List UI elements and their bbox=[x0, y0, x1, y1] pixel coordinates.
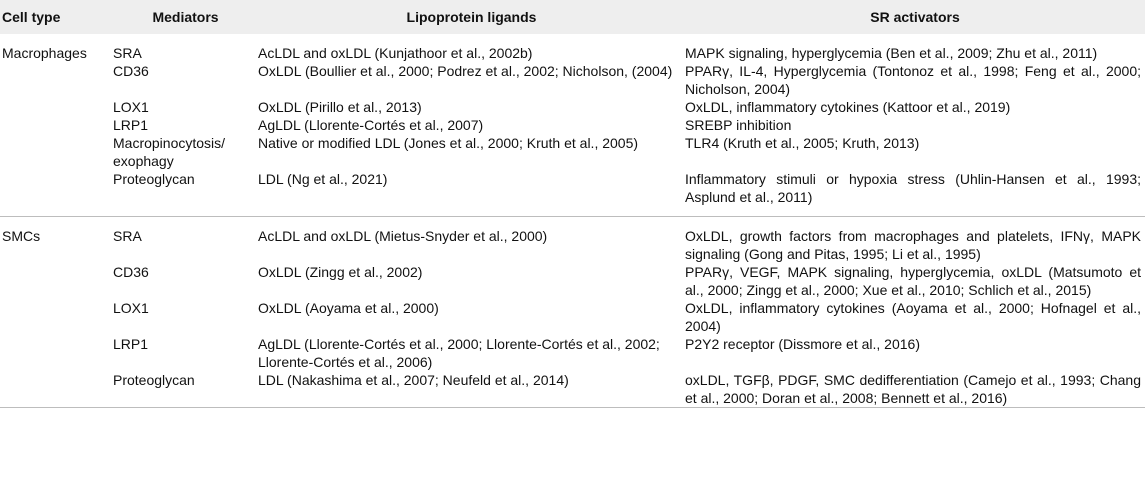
table-row bbox=[0, 299, 1145, 335]
table-row bbox=[0, 371, 1145, 408]
activators-cell: OxLDL, inflammatory cytokines (Kattoor et al., 2019) bbox=[685, 99, 1011, 115]
table-row bbox=[0, 263, 1145, 299]
table-row bbox=[0, 116, 1145, 134]
mediator-cell: Proteoglycan bbox=[113, 171, 195, 187]
activators-cell: SREBP inhibition bbox=[685, 117, 792, 133]
ligands-cell: OxLDL (Aoyama et al., 2000) bbox=[258, 300, 439, 316]
mediator-cell: CD36 bbox=[113, 264, 149, 280]
ligands-cell: OxLDL (Boullier et al., 2000; Podrez et al., 2002; Nicholson, (2004) bbox=[258, 63, 673, 79]
ligands-cell: Native or modified LDL (Jones et al., 2000; Kruth et al., 2005) bbox=[258, 135, 639, 151]
header-row bbox=[0, 0, 1145, 34]
ligands-cell: LDL (Ng et al., 2021) bbox=[258, 171, 388, 187]
mediator-cell: LRP1 bbox=[113, 336, 149, 352]
table-row bbox=[0, 217, 1145, 264]
cell-type-smcs: SMCs bbox=[0, 217, 113, 264]
activators-cell: P2Y2 receptor (Dissmore et al., 2016) bbox=[685, 336, 920, 352]
table-row bbox=[0, 34, 1145, 62]
table-row bbox=[0, 170, 1145, 217]
mediator-cell: LRP1 bbox=[113, 117, 149, 133]
activators-cell: PPARγ, VEGF, MAPK signaling, hyperglycemia, oxLDL (Matsumoto et al., 2000; Zingg et al., 2000; Xue et al., 2010; Schlich et al., 2015) bbox=[685, 264, 1141, 298]
header-lipoprotein-ligands: Lipoprotein ligands bbox=[258, 0, 685, 34]
mediator-cell: SRA bbox=[113, 45, 142, 61]
header-sr-activators: SR activators bbox=[685, 0, 1145, 34]
activators-cell: OxLDL, growth factors from macrophages and platelets, IFNγ, MAPK signaling (Gong and Pitas, 1995; Li et al., 1995) bbox=[685, 217, 1145, 264]
header-mediators: Mediators bbox=[113, 0, 258, 34]
activators-cell: oxLDL, TGFβ, PDGF, SMC dedifferentiation (Camejo et al., 1993; Chang et al., 2000; Doran et al., 2008; Bennett et al., 2016) bbox=[685, 371, 1145, 408]
activators-cell: MAPK signaling, hyperglycemia (Ben et al., 2009; Zhu et al., 2011) bbox=[685, 45, 1098, 61]
activators-cell: Inflammatory stimuli or hypoxia stress (Uhlin-Hansen et al., 1993; Asplund et al., 2011) bbox=[685, 171, 1141, 205]
mediator-cell: Proteoglycan bbox=[113, 371, 258, 408]
ligands-cell: LDL (Nakashima et al., 2007; Neufeld et al., 2014) bbox=[258, 371, 685, 408]
mediator-cell: Macropinocytosis/ exophagy bbox=[113, 135, 226, 169]
ligands-cell: AcLDL and oxLDL (Kunjathoor et al., 2002b) bbox=[258, 45, 533, 61]
ligands-cell: AgLDL (Llorente-Cortés et al., 2000; Llorente-Cortés et al., 2002; Llorente-Cortés et al., 2006) bbox=[258, 336, 660, 370]
table-row bbox=[0, 98, 1145, 116]
table-row bbox=[0, 62, 1145, 98]
ligands-cell: OxLDL (Pirillo et al., 2013) bbox=[258, 99, 422, 115]
table-row bbox=[0, 134, 1145, 170]
mediator-cell: CD36 bbox=[113, 63, 149, 79]
cell-type-macrophages: Macrophages bbox=[2, 45, 87, 61]
ligands-cell: AgLDL (Llorente-Cortés et al., 2007) bbox=[258, 117, 484, 133]
mediator-cell: SRA bbox=[113, 217, 258, 264]
ligands-cell: AcLDL and oxLDL (Mietus-Snyder et al., 2000) bbox=[258, 217, 685, 264]
mediator-cell: LOX1 bbox=[113, 99, 149, 115]
mediator-cell: LOX1 bbox=[113, 300, 149, 316]
activators-cell: OxLDL, inflammatory cytokines (Aoyama et al., 2000; Hofnagel et al., 2004) bbox=[685, 300, 1141, 334]
header-cell-type: Cell type bbox=[0, 0, 113, 34]
activators-cell: TLR4 (Kruth et al., 2005; Kruth, 2013) bbox=[685, 135, 920, 151]
activators-cell: PPARγ, IL-4, Hyperglycemia (Tontonoz et al., 1998; Feng et al., 2000; Nicholson, 2004) bbox=[685, 63, 1141, 97]
ligands-cell: OxLDL (Zingg et al., 2002) bbox=[258, 264, 423, 280]
table-row bbox=[0, 335, 1145, 371]
